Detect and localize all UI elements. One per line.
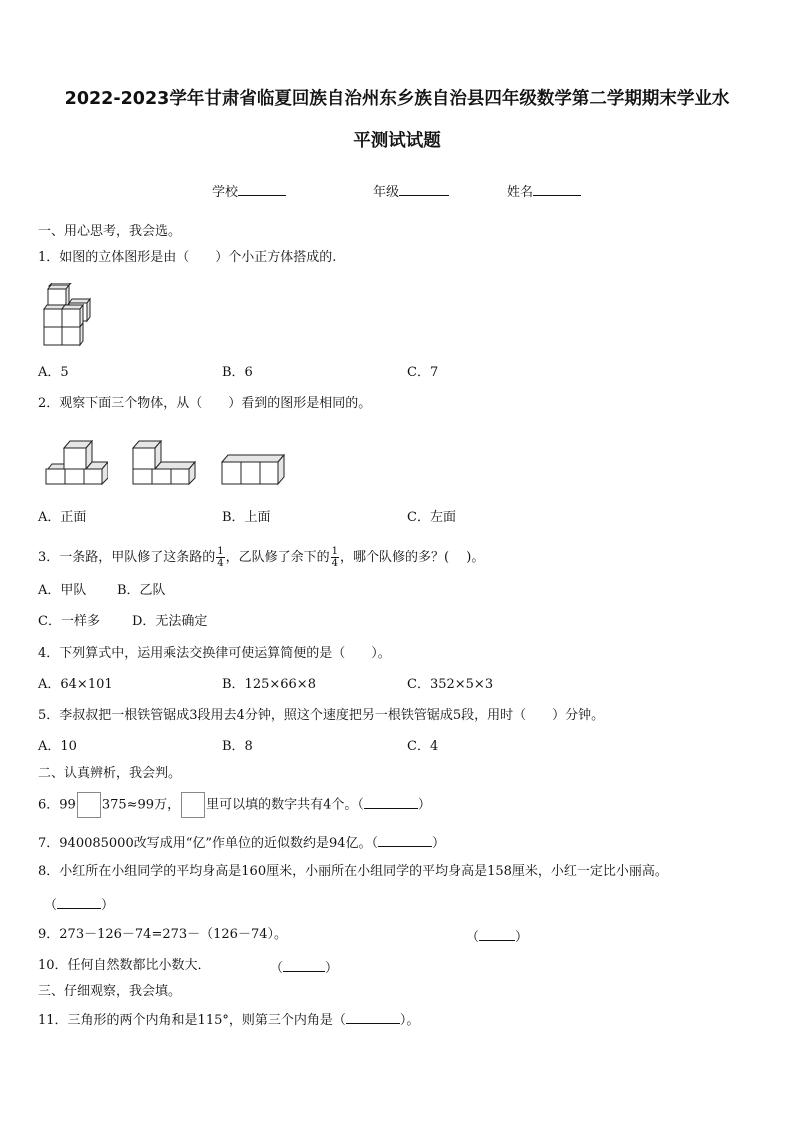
q3-option-b[interactable]: B．乙队 xyxy=(117,583,166,598)
q3-option-c[interactable]: C．一样多 xyxy=(38,614,100,629)
q6-digit-box-ref xyxy=(181,792,205,818)
q7-stem: 7．940085000改写成用“亿”作单位的近似数约是94亿。（ ） xyxy=(38,833,445,852)
section-2-heading: 二、认真辨析，我会判。 xyxy=(38,766,182,781)
grade-blank[interactable] xyxy=(399,182,449,196)
q3-text-part3: ，哪个队修的多？( )。 xyxy=(340,550,485,565)
q10-answer-blank[interactable] xyxy=(283,958,325,972)
q8-answer: （ ） xyxy=(44,895,114,914)
name-label: 姓名 xyxy=(507,185,534,200)
q6-stem: 6．99 375≈99万， 里可以填的数字共有4个。（ ） xyxy=(38,792,431,819)
q3-option-d[interactable]: D．无法确定 xyxy=(132,614,208,629)
q8-stem: 8．小红所在小组同学的平均身高是160厘米，小丽所在小组同学的平均身高是158厘米，小红一定比小丽高。 xyxy=(38,864,668,879)
q3-fraction-2: $\frac{1}{4}$ xyxy=(331,546,339,569)
grade-label: 年级 xyxy=(373,185,400,200)
q1-option-c[interactable]: C．7 xyxy=(407,365,439,380)
q5-option-c[interactable]: C．4 xyxy=(407,739,439,754)
q1-option-a[interactable]: A．5 xyxy=(38,365,69,380)
q8-answer-blank[interactable] xyxy=(57,895,101,909)
q9-stem: 9．273－126－74=273－（126－74）。 xyxy=(38,927,287,942)
q2-stem: 2．观察下面三个物体，从（ ）看到的图形是相同的。 xyxy=(38,396,372,411)
q4-option-c[interactable]: C．352×5×3 xyxy=(407,677,494,692)
q7-answer-blank[interactable] xyxy=(378,833,432,847)
q6-answer-blank[interactable] xyxy=(364,795,418,809)
school-label: 学校 xyxy=(212,185,239,200)
section-3-heading: 三、仔细观察，我会填。 xyxy=(38,984,182,999)
q5-stem: 5．李叔叔把一根铁管锯成3段用去4分钟，照这个速度把另一根铁管锯成5段，用时（ ）分钟。 xyxy=(38,708,605,723)
name-blank[interactable] xyxy=(533,182,581,196)
q2-object-2-figure xyxy=(131,438,197,486)
q4-option-a[interactable]: A．64×101 xyxy=(38,677,113,692)
q9-answer-blank[interactable] xyxy=(479,927,515,941)
grade-field xyxy=(373,181,449,200)
q5-option-b[interactable]: B．8 xyxy=(222,739,253,754)
school-blank[interactable] xyxy=(238,182,286,196)
q9-answer: （ ） xyxy=(466,927,528,946)
q4-option-b[interactable]: B．125×66×8 xyxy=(222,677,316,692)
q6-digit-box[interactable] xyxy=(77,792,101,818)
q3-fraction-1: $\frac{1}{4}$ xyxy=(217,546,224,569)
q1-stem: 1．如图的立体图形是由（ ）个小正方体搭成的. xyxy=(38,250,337,265)
section-1-heading: 一、用心思考，我会选。 xyxy=(38,224,182,239)
q11-stem: 11．三角形的两个内角和是115°，则第三个内角是（ ）。 xyxy=(38,1010,419,1029)
q2-object-3-figure xyxy=(220,452,286,486)
q3-text-part2: ，乙队修了余下的 xyxy=(225,550,330,565)
name-field xyxy=(507,181,581,200)
q2-option-a[interactable]: A．正面 xyxy=(38,510,87,525)
exam-title-line2: 平测试试题 xyxy=(353,131,441,151)
q1-option-b[interactable]: B．6 xyxy=(222,365,253,380)
q3-text-part1: 3．一条路，甲队修了这条路的 xyxy=(38,550,216,565)
q2-object-1-figure xyxy=(44,438,108,486)
q3-stem xyxy=(38,545,484,571)
q4-stem: 4．下列算式中，运用乘法交换律可使运算简便的是（ ）。 xyxy=(38,646,391,661)
q1-cube-stack-figure xyxy=(40,283,94,347)
q10-stem: 10．任何自然数都比小数大． xyxy=(38,958,211,973)
school-field xyxy=(212,181,286,200)
q5-option-a[interactable]: A．10 xyxy=(38,739,77,754)
exam-title-line1: 2022-2023学年甘肃省临夏回族自治州东乡族自治县四年级数学第二学期期末学业水 xyxy=(64,89,730,109)
q11-answer-blank[interactable] xyxy=(346,1010,400,1024)
q3-option-a[interactable]: A．甲队 xyxy=(38,583,87,598)
q10-answer: （ ） xyxy=(270,958,338,977)
q2-option-b[interactable]: B．上面 xyxy=(222,510,271,525)
q2-option-c[interactable]: C．左面 xyxy=(407,510,456,525)
